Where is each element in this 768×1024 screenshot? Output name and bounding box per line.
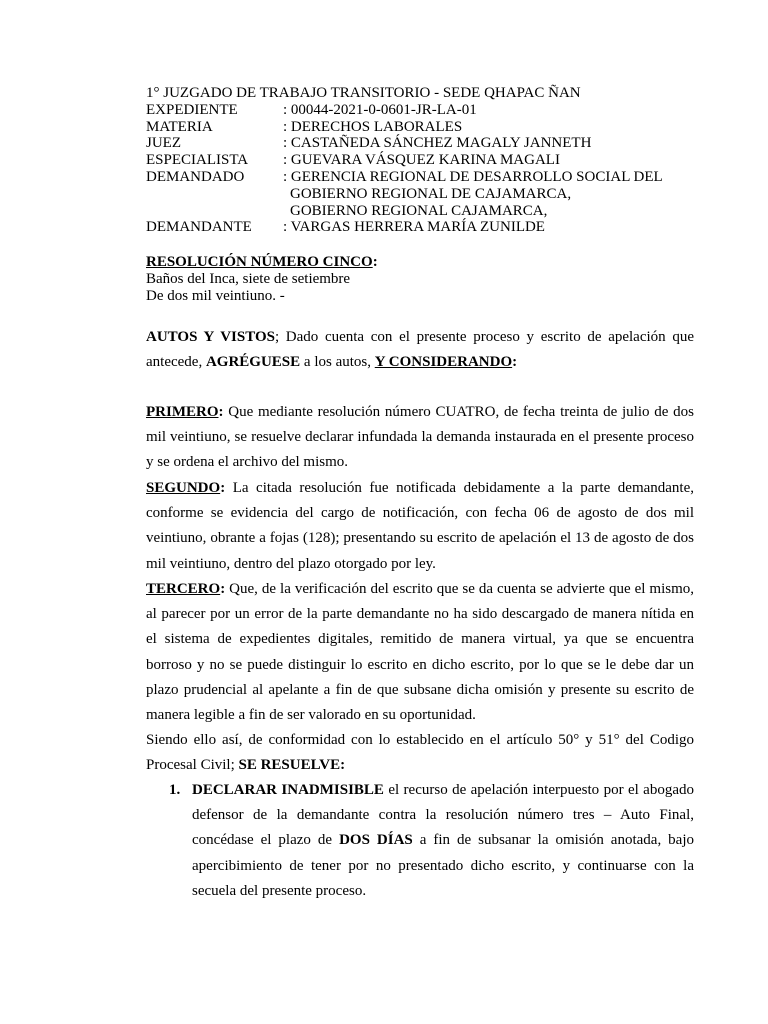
- autos-text: ; Dado cuenta con el presente proceso y escrito de apelación que antecede,: [146, 329, 694, 371]
- header-row-materia: [146, 119, 706, 136]
- list-item: [192, 778, 694, 904]
- court-name: 1° JUZGADO DE TRABAJO TRANSITORIO - SEDE QHAPAC ÑAN: [146, 85, 581, 101]
- header-row-demandado: [146, 169, 706, 186]
- primero-text: Que mediante resolución número CUATRO, de fecha treinta de julio de dos mil veintiuno, se resuelve declarar infundada la demanda instaurada en el presente proceso y se ordena el archivo del mismo.: [146, 404, 694, 471]
- segundo-colon: :: [220, 480, 226, 496]
- header-label: MATERIA: [146, 118, 213, 135]
- header-value: : CASTAÑEDA SÁNCHEZ MAGALY JANNETH: [283, 135, 592, 152]
- resolution-title: RESOLUCIÓN NÚMERO CINCO: [146, 254, 373, 270]
- segundo-paragraph: [146, 476, 694, 577]
- item-text: el recurso de apelación interpuesto por el abogado defensor de la demandante contra la resolución número tres – Auto Final, concédase el plazo de: [192, 782, 694, 849]
- resolution-title-colon: :: [372, 254, 378, 270]
- header-row-juez: [146, 135, 706, 152]
- header-label: EXPEDIENTE: [146, 101, 238, 118]
- considerando-text: Y CONSIDERANDO: [374, 354, 513, 371]
- tercero-text: Que, de la verificación del escrito que se da cuenta se advierte que el mismo, al parecer por un error de la parte demandante no ha sido descargado de manera nítida en el sistema de expedientes digitales, remitido de manera virtual, ya que se encuentra borroso y no se puede distinguir lo escrito en dicho escrito, por lo que se le debe dar un plazo prudencial al apelante a fin de que subsane dicha omisión y presente su escrito de manera legible a fin de ser valorado en su oportunidad.: [146, 581, 694, 724]
- header-label: ESPECIALISTA: [146, 152, 249, 169]
- autos-paragraph: [146, 325, 694, 375]
- autos-lead: AUTOS Y VISTOS: [146, 329, 275, 345]
- header-label: DEMANDANTE: [146, 219, 252, 236]
- considerando-colon: :: [512, 354, 518, 371]
- segundo-label: SEGUNDO: [146, 480, 221, 496]
- resolution-year: De dos mil veintiuno. -: [146, 287, 285, 304]
- header-value: : 00044-2021-0-0601-JR-LA-01: [283, 101, 477, 118]
- demandado-continuation: GOBIERNO REGIONAL CAJAMARCA,: [290, 202, 548, 219]
- header-row-especialista: [146, 152, 706, 169]
- agreguese-text: AGRÉGUESE: [205, 354, 301, 371]
- header-label: JUEZ: [146, 135, 181, 152]
- primero-label: PRIMERO: [146, 404, 219, 420]
- dos-dias-text: DOS DÍAS: [339, 832, 413, 849]
- header-label: DEMANDADO: [146, 168, 245, 185]
- resolution-title-line: [146, 254, 706, 271]
- resolution-block: [146, 254, 706, 304]
- se-resuelve-text: SE RESUELVE:: [238, 757, 346, 774]
- resolution-place-date: Baños del Inca, siete de setiembre: [146, 270, 351, 287]
- case-header: [146, 85, 706, 236]
- primero-paragraph: [146, 400, 694, 476]
- tercero-colon: :: [220, 581, 226, 597]
- tercero-label: TERCERO: [146, 581, 221, 597]
- siendo-paragraph: [146, 728, 694, 778]
- item-lead: DECLARAR INADMISIBLE: [192, 782, 384, 798]
- autos-text: a los autos,: [300, 354, 375, 371]
- list-number: 1.: [169, 782, 181, 798]
- demandado-continuation: GOBIERNO REGIONAL DE CAJAMARCA,: [290, 185, 572, 202]
- header-value: : DERECHOS LABORALES: [283, 118, 463, 135]
- header-value: : GERENCIA REGIONAL DE DESARROLLO SOCIAL DEL: [283, 168, 663, 185]
- header-value: : GUEVARA VÁSQUEZ KARINA MAGALI: [283, 152, 560, 169]
- tercero-paragraph: [146, 577, 694, 728]
- siendo-text: Siendo ello así, de conformidad con lo establecido en el artículo 50° y 51° del Codigo Procesal Civil;: [146, 732, 694, 774]
- header-row-demandante: [146, 219, 706, 236]
- header-value: : VARGAS HERRERA MARÍA ZUNILDE: [283, 219, 545, 236]
- primero-colon: :: [218, 404, 224, 420]
- item-text: a fin de subsanar la omisión anotada, bajo apercibimiento de tener por no presentado dicho escrito, y continuarse con la secuela del presente proceso.: [192, 832, 695, 899]
- header-row-expediente: [146, 102, 706, 119]
- segundo-text: La citada resolución fue notificada debidamente a la parte demandante, conforme se evidencia del cargo de notificación, con fecha 06 de agosto de dos mil veintiuno, obrante a fojas (128); presentando su escrito de apelación el 13 de agosto de dos mil veintiuno, dentro del plazo otorgado por ley.: [146, 480, 694, 572]
